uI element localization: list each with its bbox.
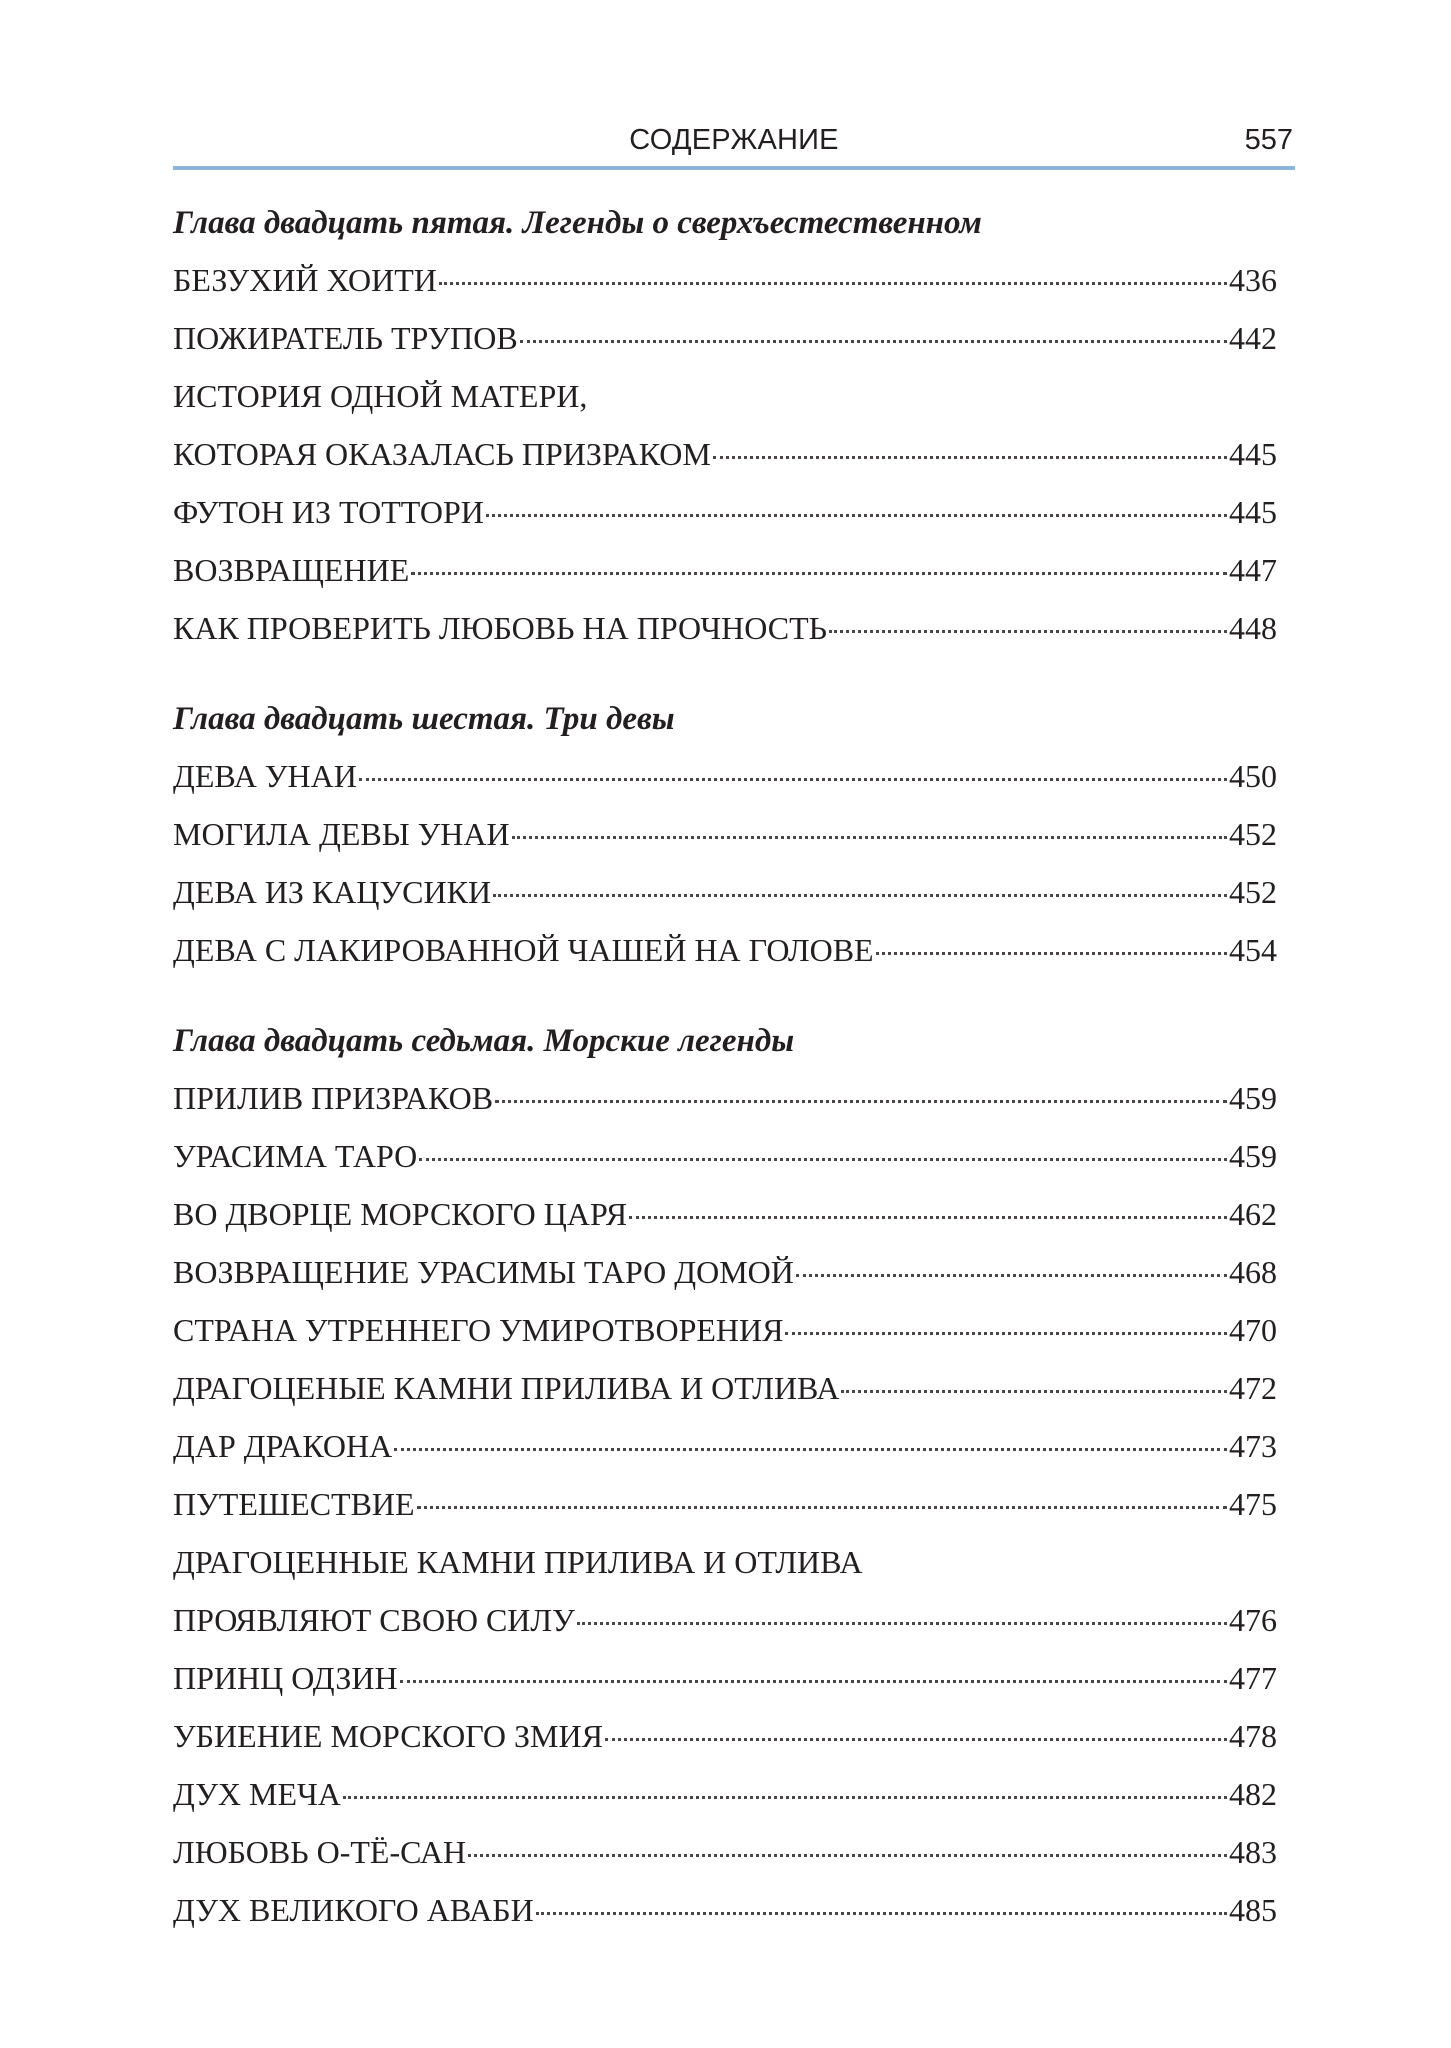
entry-page-number: 452 <box>1229 816 1277 852</box>
entry-page-number: 454 <box>1229 932 1277 968</box>
dot-leader <box>629 1216 1227 1219</box>
entry-title: КАК ПРОВЕРИТЬ ЛЮБОВЬ НА ПРОЧНОСТЬ <box>173 610 827 646</box>
entry-line <box>173 1765 1277 1823</box>
entry-title: ДРАГОЦЕНЫЕ КАМНИ ПРИЛИВА И ОТЛИВА <box>173 1370 840 1406</box>
chapter-section <box>173 691 1277 979</box>
entry-title-first-line: ДРАГОЦЕННЫЕ КАМНИ ПРИЛИВА И ОТЛИВА <box>173 1544 863 1580</box>
toc-entry <box>173 541 1277 599</box>
entry-line <box>173 747 1277 805</box>
entry-line <box>173 805 1277 863</box>
toc-entry <box>173 1185 1277 1243</box>
dot-leader <box>829 630 1227 633</box>
toc-entry <box>173 1417 1277 1475</box>
dot-leader <box>785 1332 1227 1335</box>
dot-leader <box>536 1912 1227 1915</box>
toc-entry <box>173 1475 1277 1533</box>
entry-page-number: 459 <box>1229 1080 1277 1116</box>
entry-line <box>173 1301 1277 1359</box>
dot-leader <box>400 1680 1227 1683</box>
chapter-heading: Глава двадцать седьмая. Морские легенды <box>173 1023 795 1059</box>
entry-page-number: 483 <box>1229 1834 1277 1870</box>
entry-title: ДУХ ВЕЛИКОГО АВАБИ <box>173 1892 534 1928</box>
entry-title: ДЕВА ИЗ КАЦУСИКИ <box>173 874 492 910</box>
entry-page-number: 442 <box>1229 320 1277 356</box>
entry-page-number: 468 <box>1229 1254 1277 1290</box>
entry-title: УБИЕНИЕ МОРСКОГО ЗМИЯ <box>173 1718 603 1754</box>
dot-leader <box>493 894 1227 897</box>
toc-entry <box>173 1069 1277 1127</box>
dot-leader <box>577 1622 1227 1625</box>
entry-title: ЛЮБОВЬ О-ТЁ-САН <box>173 1834 467 1870</box>
entry-page-number: 462 <box>1229 1196 1277 1232</box>
entry-page-number: 450 <box>1229 758 1277 794</box>
entry-line <box>173 425 1277 483</box>
dot-leader <box>359 778 1227 781</box>
toc-entry <box>173 251 1277 309</box>
entry-title: ПРИЛИВ ПРИЗРАКОВ <box>173 1080 494 1116</box>
dot-leader <box>841 1390 1227 1393</box>
entry-title: ВО ДВОРЦЕ МОРСКОГО ЦАРЯ <box>173 1196 628 1232</box>
dot-leader <box>796 1274 1227 1277</box>
toc-entry <box>173 863 1277 921</box>
chapter-section <box>173 1013 1277 1939</box>
entry-page-number: 472 <box>1229 1370 1277 1406</box>
entry-page-number: 476 <box>1229 1602 1277 1638</box>
entry-line <box>173 1243 1277 1301</box>
entry-line <box>173 483 1277 541</box>
entry-title: ФУТОН ИЗ ТОТТОРИ <box>173 494 484 530</box>
entry-title: УРАСИМА ТАРО <box>173 1138 418 1174</box>
dot-leader <box>417 1506 1227 1509</box>
entry-title: ДУХ МЕЧА <box>173 1776 341 1812</box>
entry-line <box>173 541 1277 599</box>
entry-page-number: 445 <box>1229 436 1277 472</box>
entry-line <box>173 1475 1277 1533</box>
entry-title: СТРАНА УТРЕННЕГО УМИРОТВОРЕНИЯ <box>173 1312 784 1348</box>
dot-leader <box>411 572 1227 575</box>
entry-line <box>173 1881 1277 1939</box>
entry-line <box>173 1127 1277 1185</box>
toc-entry <box>173 1301 1277 1359</box>
toc-entry <box>173 367 1277 483</box>
entry-page-number: 445 <box>1229 494 1277 530</box>
entry-line <box>173 1649 1277 1707</box>
entry-page-number: 478 <box>1229 1718 1277 1754</box>
entry-title: БЕЗУХИЙ ХОИТИ <box>173 262 437 298</box>
table-of-contents <box>173 195 1277 1973</box>
toc-entry <box>173 747 1277 805</box>
dot-leader <box>605 1738 1227 1741</box>
header-rule <box>173 166 1295 170</box>
toc-entry <box>173 1823 1277 1881</box>
entry-title-first-line: ИСТОРИЯ ОДНОЙ МАТЕРИ, <box>173 378 588 414</box>
toc-entry <box>173 599 1277 657</box>
entry-title: ПУТЕШЕСТВИЕ <box>173 1486 415 1522</box>
entry-line <box>173 1707 1277 1765</box>
dot-leader <box>876 952 1227 955</box>
entry-page-number: 482 <box>1229 1776 1277 1812</box>
dot-leader <box>343 1796 1227 1799</box>
entry-line <box>173 599 1277 657</box>
entry-page-number: 447 <box>1229 552 1277 588</box>
entry-title: МОГИЛА ДЕВЫ УНАИ <box>173 816 510 852</box>
dot-leader <box>439 282 1227 285</box>
dot-leader <box>512 836 1227 839</box>
dot-leader <box>486 514 1227 517</box>
entry-page-number: 459 <box>1229 1138 1277 1174</box>
dot-leader <box>495 1100 1227 1103</box>
toc-entry <box>173 1649 1277 1707</box>
chapter-heading: Глава двадцать шестая. Три девы <box>173 701 675 737</box>
entry-page-number: 475 <box>1229 1486 1277 1522</box>
toc-entry <box>173 1533 1277 1649</box>
entry-page-number: 485 <box>1229 1892 1277 1928</box>
entry-line <box>173 309 1277 367</box>
chapter-section <box>173 195 1277 657</box>
toc-entry <box>173 309 1277 367</box>
entry-title: ВОЗВРАЩЕНИЕ УРАСИМЫ ТАРО ДОМОЙ <box>173 1254 794 1290</box>
dot-leader <box>468 1854 1227 1857</box>
entry-title: ПРИНЦ ОДЗИН <box>173 1660 398 1696</box>
dot-leader <box>713 456 1227 459</box>
entry-title: ПРОЯВЛЯЮТ СВОЮ СИЛУ <box>173 1602 575 1638</box>
toc-entry <box>173 921 1277 979</box>
toc-entry <box>173 1707 1277 1765</box>
page-title: СОДЕРЖАНИЕ <box>629 124 839 156</box>
entry-title: ДЕВА С ЛАКИРОВАННОЙ ЧАШЕЙ НА ГОЛОВЕ <box>173 932 874 968</box>
entry-line <box>173 1823 1277 1881</box>
chapter-heading: Глава двадцать пятая. Легенды о сверхъестественном <box>173 205 982 241</box>
toc-entry <box>173 1765 1277 1823</box>
entry-title: ВОЗВРАЩЕНИЕ <box>173 552 410 588</box>
entry-page-number: 452 <box>1229 874 1277 910</box>
toc-entry <box>173 1359 1277 1417</box>
dot-leader <box>520 340 1227 343</box>
dot-leader <box>419 1158 1227 1161</box>
entry-page-number: 477 <box>1229 1660 1277 1696</box>
dot-leader <box>394 1448 1227 1451</box>
toc-entry <box>173 805 1277 863</box>
entry-line <box>173 863 1277 921</box>
entry-line <box>173 1069 1277 1127</box>
entry-title: ДЕВА УНАИ <box>173 758 357 794</box>
entry-page-number: 470 <box>1229 1312 1277 1348</box>
page-number: 557 <box>1244 124 1293 156</box>
running-header <box>173 118 1295 166</box>
entry-page-number: 436 <box>1229 262 1277 298</box>
toc-entry <box>173 1127 1277 1185</box>
toc-entry <box>173 1243 1277 1301</box>
entry-line <box>173 1591 1277 1649</box>
entry-title: ДАР ДРАКОНА <box>173 1428 393 1464</box>
entry-line <box>173 1417 1277 1475</box>
entry-line <box>173 921 1277 979</box>
entry-line <box>173 251 1277 309</box>
toc-entry <box>173 483 1277 541</box>
entry-title: КОТОРАЯ ОКАЗАЛАСЬ ПРИЗРАКОМ <box>173 436 711 472</box>
entry-line <box>173 1185 1277 1243</box>
entry-title: ПОЖИРАТЕЛЬ ТРУПОВ <box>173 320 518 356</box>
entry-page-number: 473 <box>1229 1428 1277 1464</box>
toc-entry <box>173 1881 1277 1939</box>
entry-line <box>173 1359 1277 1417</box>
entry-page-number: 448 <box>1229 610 1277 646</box>
